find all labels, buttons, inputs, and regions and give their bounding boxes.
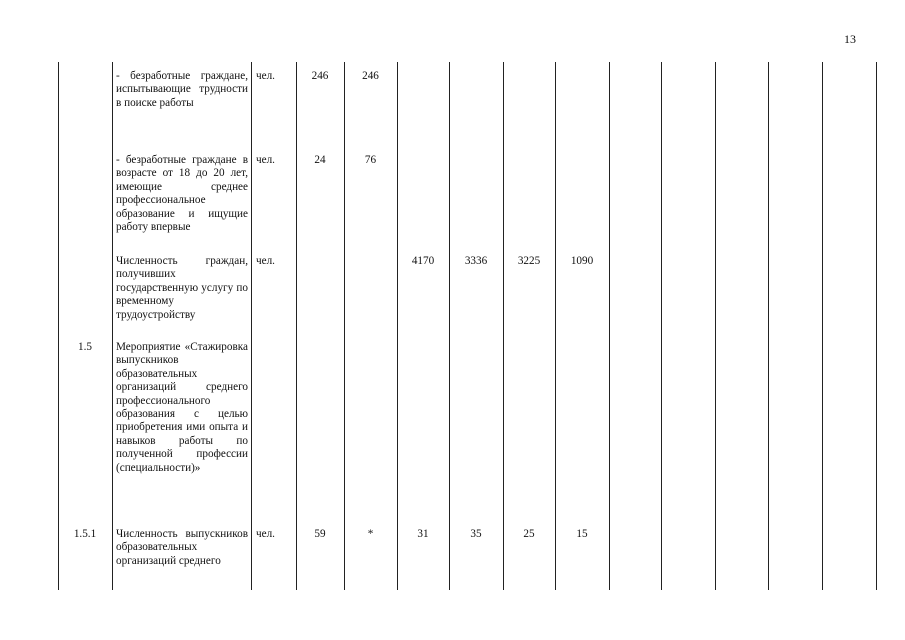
row-description: - безработные граждане в возрасте от 18 до 20 лет, имеющие среднее профессиональное образование и ищущие работу впервые xyxy=(116,154,248,234)
value-cell: 15 xyxy=(576,528,588,540)
value-cell: 35 xyxy=(470,528,482,540)
column-border xyxy=(609,62,610,590)
column-border xyxy=(555,62,556,590)
column-border xyxy=(58,62,59,590)
value-cell: 59 xyxy=(314,528,326,540)
column-border xyxy=(251,62,252,590)
value-cell: 4170 xyxy=(411,255,435,267)
column-border xyxy=(344,62,345,590)
column-border xyxy=(449,62,450,590)
value-cell: 3225 xyxy=(517,255,541,267)
row-number: 1.5 xyxy=(78,341,92,353)
column-border xyxy=(503,62,504,590)
row-number: 1.5.1 xyxy=(73,528,97,540)
row-unit: чел. xyxy=(256,154,275,166)
row-description: Численность выпускников образовательных организаций среднего xyxy=(116,528,248,567)
row-unit: чел. xyxy=(256,528,275,540)
value-cell: * xyxy=(367,528,374,540)
value-cell: 31 xyxy=(417,528,429,540)
value-cell: 3336 xyxy=(464,255,488,267)
value-cell: 246 xyxy=(362,70,379,82)
column-border xyxy=(296,62,297,590)
column-border xyxy=(715,62,716,590)
column-border xyxy=(397,62,398,590)
column-border xyxy=(876,62,877,590)
value-cell: 76 xyxy=(364,154,377,166)
value-cell: 1090 xyxy=(570,255,594,267)
page-number: 13 xyxy=(844,32,856,46)
row-description: Мероприятие «Стажировка выпускников образовательных организаций среднего профессионального образования с целью приобретения ими опыта и навыков работы по полученной профессии (специальности)» xyxy=(116,341,248,474)
value-cell: 24 xyxy=(314,154,326,166)
row-unit: чел. xyxy=(256,70,275,82)
value-cell: 25 xyxy=(523,528,535,540)
row-description: - безработные граждане, испытывающие трудности в поиске работы xyxy=(116,70,248,109)
row-description: Численность граждан, получивших государственную услугу по временному трудоустройству xyxy=(116,255,248,321)
column-border xyxy=(822,62,823,590)
row-unit: чел. xyxy=(256,255,275,267)
column-border xyxy=(768,62,769,590)
column-border xyxy=(112,62,113,590)
value-cell: 246 xyxy=(311,70,329,82)
column-border xyxy=(661,62,662,590)
